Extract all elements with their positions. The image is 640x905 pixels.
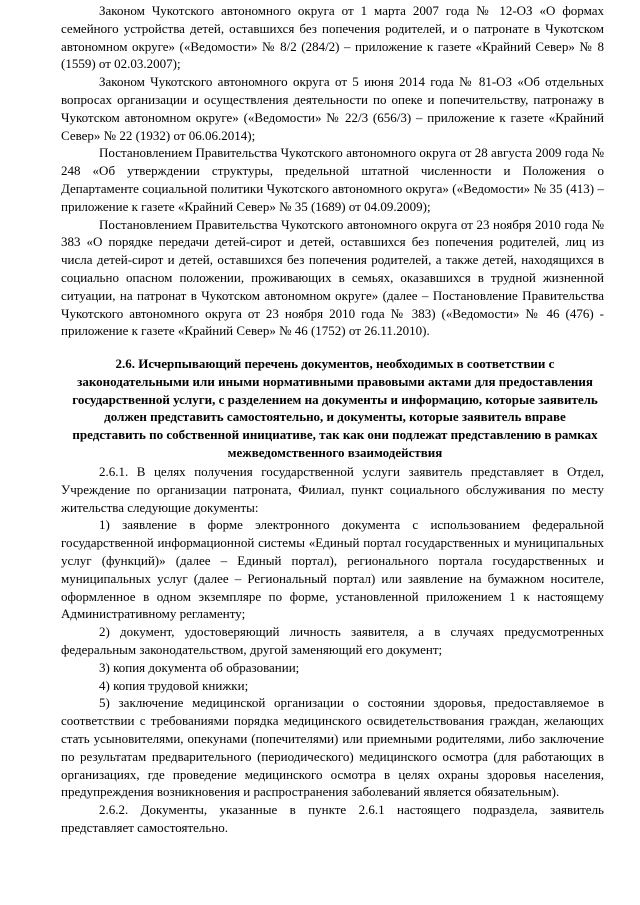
law-paragraph-3: Постановлением Правительства Чукотского автономного округа от 28 августа 2009 года № 248 «Об утверждении структуры, предельной штатной численности и Положения о Департаменте социальной политики Чукотского автономного округа» («Ведомости» № 35 (413) – приложение к газете «Крайний Север» № 35 (1689) от 04.09.2009); [61,145,604,214]
document-item-3: 3) копия документа об образовании; [99,659,300,675]
law-paragraph-2: Законом Чукотского автономного округа от 5 июня 2014 года № 81-ОЗ «Об отдельных вопросах организации и осуществления деятельности по опеке и попечительству, патронажу в Чукотском автономном округе» («Ведомости» № 22/3 (656/3) – приложение к газете «Крайний Север» № 22 (1932) от 06.06.2014); [61,74,604,143]
document-item-4: 4) копия трудовой книжки; [99,677,249,693]
document-item-2: 2) документ, удостоверяющий личность заявителя, а в случаях предусмотренных федеральным законодательством, другой заменяющий его документ; [61,624,604,657]
law-paragraph-4: Постановлением Правительства Чукотского автономного округа от 23 ноября 2010 года № 383 «О порядке передачи детей-сирот и детей, оставшихся без попечения родителей, лиц из числа детей-сирот и детей, оставшихся без попечения родителей, а также детей, находящихся в социально опасном положении, проживающих в семьях, оказавшихся в трудной жизненной ситуации, на патронат в Чукотском автономном округе» (далее – Постановление Правительства Чукотского автономного округа от 23 ноября 2010 года № 383) («Ведомости» № 46 (476) - приложение к газете «Крайний Север» № 46 (1752) от 26.11.2010). [61,216,604,339]
law-paragraph-1: Законом Чукотского автономного округа от 1 марта 2007 года № 12-ОЗ «О формах семейного устройства детей, оставшихся без попечения родителей, и о патронате в Чукотском автономном округе» («Ведомости» № 8/2 (284/2) – приложение к газете «Крайний Север» № 8 (1559) от 02.03.2007); [61,3,604,72]
section-2-6-2: 2.6.2. Документы, указанные в пункте 2.6.1 настоящего подраздела, заявитель представляет самостоятельно. [61,802,604,835]
section-2-6-1-intro: 2.6.1. В целях получения государственной услуги заявитель представляет в Отдел, Учреждение по организации патроната, Филиал, пункт социального обслуживания по месту жительства следующие документы: [61,464,604,515]
section-2-6-body [61,463,604,837]
section-heading-2-6: 2.6. Исчерпывающий перечень документов, необходимых в соответствии с законодательными или иными нормативными правовыми актами для предоставления государственной услуги, с разделением на документы и информацию, которые заявитель должен представить самостоятельно, и документы, которые заявитель вправе представить по собственной инициативе, так как они подлежат представлению в рамках межведомственного взаимодействия [72,356,598,460]
legal-basis-list [61,2,604,340]
document-item-1: 1) заявление в форме электронного документа с использованием федеральной государственной информационной системы «Единый портал государственных и муниципальных услуг (функций)» (далее – Единый портал), регионального портала государственных и муниципальных услуг (далее – Региональный портал) или заявление на бумажном носителе, оформленное в одном экземпляре по форме, установленной приложением 1 к настоящему Административному регламенту; [61,517,604,622]
document-item-5: 5) заключение медицинской организации о состоянии здоровья, предоставляемое в соответствии с требованиями порядка медицинского освидетельствования граждан, желающих стать усыновителями, опекунами (попечителями) или приемными родителями, либо заключение по результатам предварительного (периодического) медицинского осмотра (для работающих в организациях, где проведение медицинского осмотра в целях охраны здоровья населения, предупреждения возникновения и распространения заболеваний является обязательным). [61,695,604,800]
